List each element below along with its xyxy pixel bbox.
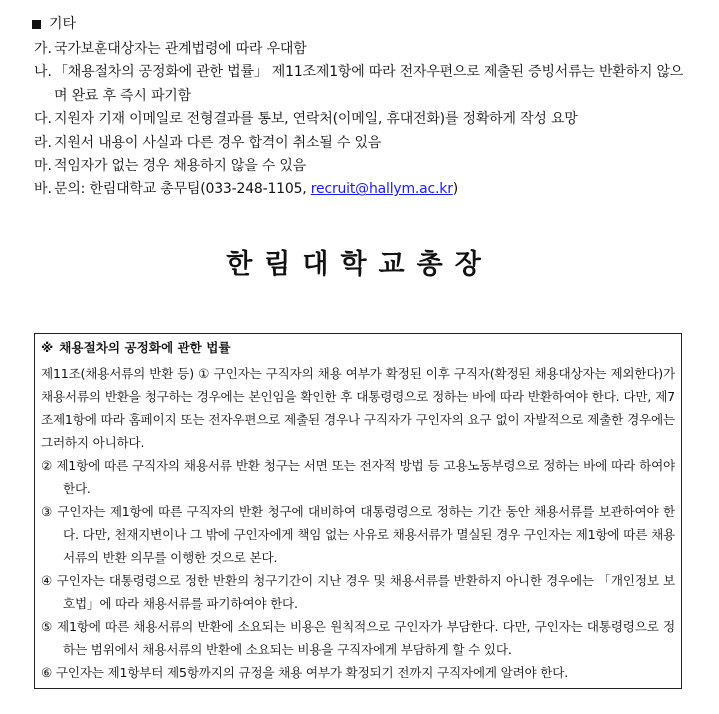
law-paragraph: ⑤ 제1항에 따른 채용서류의 반환에 소요되는 비용은 원칙적으로 구인자가 부담한다. 다만, 구인자는 대통령령으로 정하는 범위에서 채용서류의 반환에 소요되는 비용을 구직자에게 부담하게 할 수 있다. [41, 619, 675, 657]
list-item [34, 38, 694, 61]
list-item [34, 108, 694, 131]
section-heading [32, 14, 76, 34]
item-text: 지원서 내용이 사실과 다른 경우 합격이 취소될 수 있음 [54, 134, 382, 151]
contact-text [54, 178, 694, 201]
law-paragraph: 제11조(채용서류의 반환 등) ① 구인자는 구직자의 채용 여부가 확정된 이후 구직자(확정된 채용대상자는 제외한다)가 채용서류의 반환을 청구하는 경우에는 본인임을 확인한 후 대통령령으로 정하는 바에 따라 반환하여야 한다. 다만, 제7조제1항에 따라 홈페이지 또는 전자우편으로 제출된 경우나 구직자가 구인자의 요구 없이 자발적으로 제출한 경우에는 그러하지 아니하다. [41, 366, 675, 450]
box-title-text: 채용절차의 공정화에 관한 법률 [59, 340, 231, 355]
section-title: 기타 [49, 16, 77, 32]
law-notice-box [34, 333, 682, 689]
list-item [34, 155, 694, 178]
item-marker: 가. [34, 41, 52, 57]
item-marker: 나. [34, 64, 52, 81]
law-paragraph: ⑥ 구인자는 제1항부터 제5항까지의 규정을 채용 여부가 확정되기 전까지 구직자에게 알려야 한다. [41, 665, 569, 680]
reference-mark: ※ [41, 340, 54, 355]
box-title [41, 338, 675, 358]
notice-list [34, 38, 694, 202]
law-paragraph: ④ 구인자는 대통령령으로 정한 반환의 청구기간이 지난 경우 및 채용서류를 반환하지 아니한 경우에는 「개인정보 보호법」에 따라 채용서류를 파기하여야 한다. [41, 573, 675, 611]
item-text: 지원자 기재 이메일로 전형결과를 통보, 연락처(이메일, 휴대전화)를 정확하게 작성 요망 [54, 111, 578, 128]
item-marker: 라. [34, 134, 52, 151]
list-item [34, 61, 694, 108]
contact-suffix: ) [452, 181, 459, 198]
law-paragraph: ③ 구인자는 제1항에 따른 구직자의 반환 청구에 대비하여 대통령령으로 정하는 기간 동안 채용서류를 보관하여야 한다. 다만, 천재지변이나 그 밖에 구인자에게 책임 없는 사유로 채용서류가 멸실된 경우 구인자는 제1항에 따른 채용서류의 반환 의무를 이행한 것으로 본다. [41, 504, 675, 565]
law-paragraph: ② 제1항에 따른 구직자의 채용서류 반환 청구는 서면 또는 전자적 방법 등 고용노동부령으로 정하는 바에 따라 하여야 한다. [41, 458, 675, 496]
item-text: 「채용절차의 공정화에 관한 법률」 제11조제1항에 따라 전자우편으로 제출된 증빙서류는 반환하지 않으며 완료 후 즉시 파기함 [54, 64, 684, 104]
item-text: 국가보훈대상자는 관계법령에 따라 우대함 [54, 41, 307, 57]
email-link[interactable]: recruit@hallym.ac.kr [310, 181, 453, 198]
square-bullet-icon [32, 20, 41, 29]
item-marker: 바. [34, 181, 52, 198]
list-item-contact [34, 178, 694, 201]
president-signature: 한림대학교총장 [226, 249, 493, 280]
item-marker: 마. [34, 158, 52, 175]
item-text: 적임자가 없는 경우 채용하지 않을 수 있음 [54, 158, 307, 175]
contact-prefix: 문의: 한림대학교 총무팀(033-248-1105, [54, 181, 311, 198]
list-item [34, 132, 694, 155]
item-marker: 다. [34, 111, 52, 128]
